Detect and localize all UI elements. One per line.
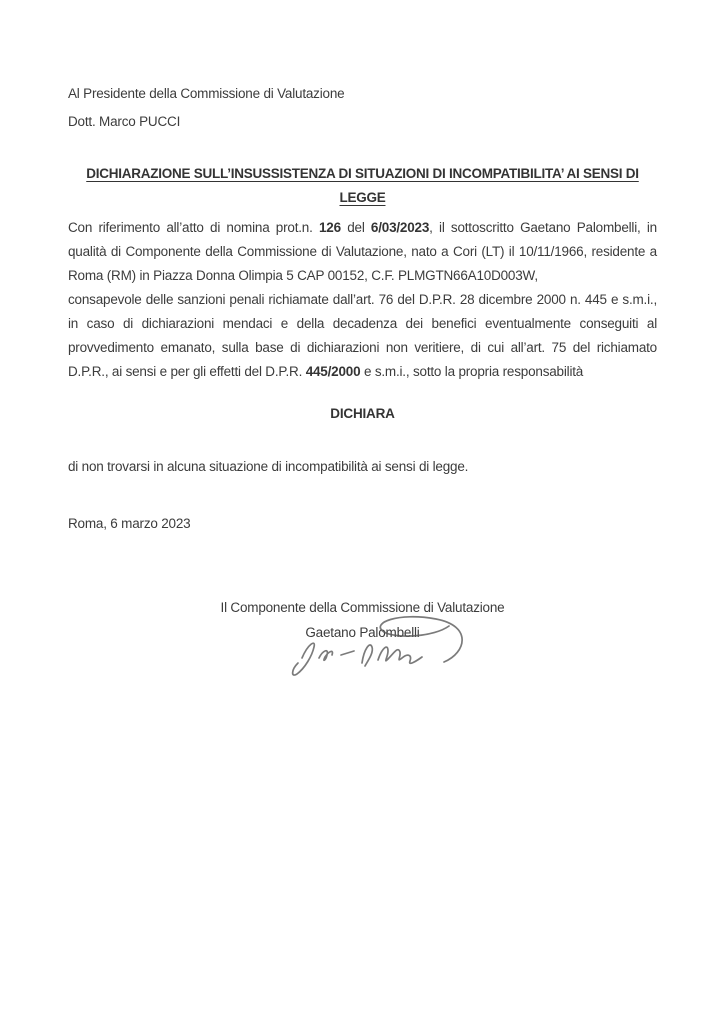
place-date-line: Roma, 6 marzo 2023: [68, 516, 191, 531]
paragraph2-pre: consapevole delle sanzioni penali richiamate dall’art. 76 del D.P.R. 28 dicembre 2000 n. 445 e s.m.i., in caso di dichiarazioni mendaci e della decadenza dei benefici eventualmente conseguiti al provvedimento emanato, sulla base di dichiarazioni non veritiere, di cui all’art. 75 del richiamato D.P.R., ai sensi e per gli effetti del D.P.R.: [68, 292, 657, 379]
paragraph2-post: e s.m.i., sotto la propria responsabilità: [360, 364, 584, 379]
paragraph1-pre: Con riferimento all’atto di nomina prot.n.: [68, 220, 319, 235]
recipient-name: Dott. Marco PUCCI: [68, 114, 181, 129]
protocol-number: 126: [318, 220, 341, 235]
body-paragraph-1: [68, 216, 657, 288]
dpr-number: 445/2000: [305, 364, 361, 379]
paragraph1-post: , il sottoscritto Gaetano Palombelli, in qualità di Componente della Commissione di Valutazione, nato a Cori (LT) il 10/11/1966, residente a Roma (RM) in Piazza Donna Olimpia 5 CAP 00152, C.F. PLMGTN66A10D003W,: [68, 220, 657, 283]
document-title: DICHIARAZIONE SULL’INSUSSISTENZA DI SITUAZIONI DI INCOMPATIBILITA’ AI SENSI DI LEGGE: [86, 166, 639, 205]
handwritten-signature: [286, 610, 476, 690]
signatory-role: Il Componente della Commissione di Valutazione: [220, 600, 505, 615]
declaration-heading: DICHIARA: [330, 406, 395, 421]
declaration-text: di non trovarsi in alcuna situazione di incompatibilità ai sensi di legge.: [68, 459, 469, 474]
paragraph1-mid: del: [340, 220, 371, 235]
signatory-name: Gaetano Palombelli: [305, 625, 420, 640]
addressee-line: Al Presidente della Commissione di Valutazione: [68, 86, 345, 101]
body-paragraph-2: [68, 288, 657, 384]
nomination-date: 6/03/2023: [370, 220, 430, 235]
